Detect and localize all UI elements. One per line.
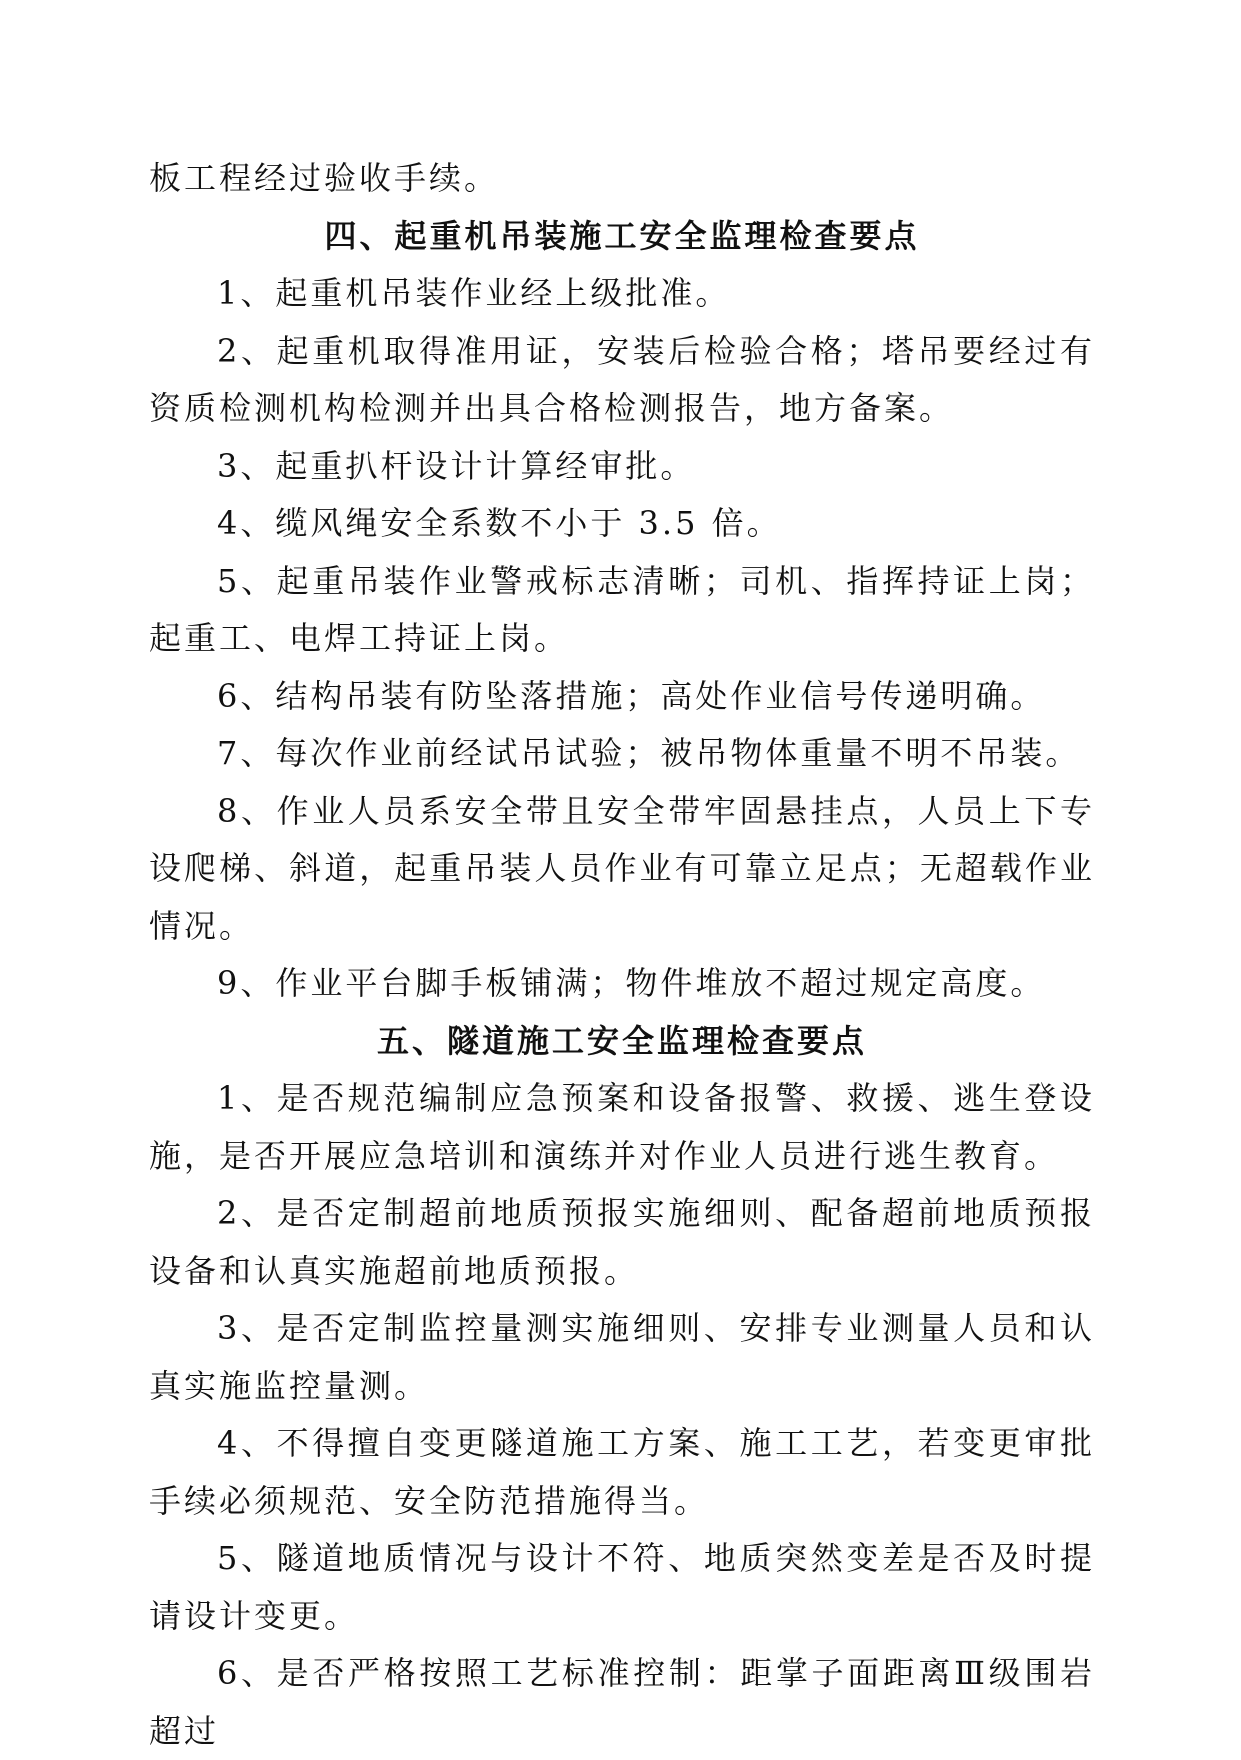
section-4-item-9: 9、作业平台脚手板铺满；物件堆放不超过规定高度。	[217, 964, 1046, 1002]
section-5-item-4: 4、不得擅自变更隧道施工方案、施工工艺，若变更审批手续必须规范、安全防范措施得当。	[149, 1424, 1095, 1520]
section-5-item-6: 6、是否严格按照工艺标准控制：距掌子面距离Ⅲ级围岩超过	[149, 1654, 1095, 1750]
section-4-item-2: 2、起重机取得准用证，安装后检验合格；塔吊要经过有资质检测机构检测并出具合格检测报告，地方备案。	[149, 331, 1095, 427]
section-5-item-3: 3、是否定制监控量测实施细则、安排专业测量人员和认真实施监控量测。	[149, 1309, 1095, 1405]
section-5-item-1: 1、是否规范编制应急预案和设备报警、救援、逃生登设施，是否开展应急培训和演练并对作业人员进行逃生教育。	[149, 1079, 1095, 1175]
section-4-item-7: 7、每次作业前经试吊试验；被吊物体重量不明不吊装。	[217, 734, 1081, 772]
section-4-item-6: 6、结构吊装有防坠落措施；高处作业信号传递明确。	[217, 676, 1046, 715]
continuation-paragraph: 板工程经过验收手续。	[149, 159, 500, 197]
section-4-heading: 四、起重机吊装施工安全监理检查要点	[324, 216, 920, 255]
section-5-item-5: 5、隧道地质情况与设计不符、地质突然变差是否及时提请设计变更。	[149, 1539, 1095, 1635]
section-4-item-1: 1、起重机吊装作业经上级批准。	[217, 274, 731, 312]
section-4-item-3: 3、起重扒杆设计计算经审批。	[217, 446, 696, 485]
section-5-heading: 五、隧道施工安全监理检查要点	[376, 1021, 867, 1060]
section-4-item-8: 8、作业人员系安全带且安全带牢固悬挂点，人员上下专设爬梯、斜道，起重吊装人员作业有可靠立足点；无超载作业情况。	[149, 791, 1095, 945]
section-4-item-4: 4、缆风绳安全系数不小于 3.5 倍。	[217, 504, 782, 542]
section-5-item-2: 2、是否定制超前地质预报实施细则、配备超前地质预报设备和认真实施超前地质预报。	[149, 1194, 1095, 1290]
section-4-item-5: 5、起重吊装作业警戒标志清晰；司机、指挥持证上岗；起重工、电焊工持证上岗。	[149, 561, 1095, 657]
document-page	[149, 150, 1095, 1760]
